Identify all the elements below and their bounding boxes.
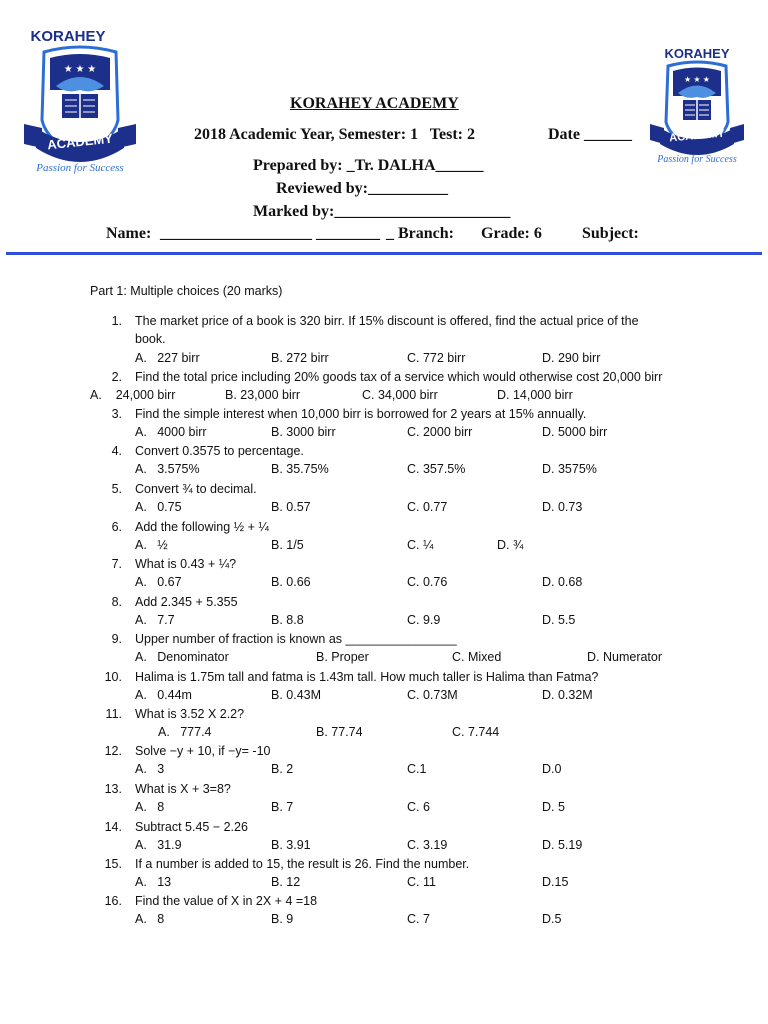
- question-number: 13.: [104, 782, 122, 796]
- answer-option: C. 0.73M: [407, 688, 458, 702]
- question-text: Halima is 1.75m tall and fatma is 1.43m tall. How much taller is Halima than Fatma?: [135, 670, 599, 684]
- answer-option: C. 0.77: [407, 500, 448, 514]
- question-text: Find the total price including 20% goods tax of a service which would otherwise cost 20,000 birr: [135, 370, 663, 384]
- answer-option: B. Proper: [316, 650, 369, 664]
- logo-banner-text: ACADEMY: [668, 127, 726, 145]
- question-text: Upper number of fraction is known as ________________: [135, 632, 457, 646]
- grade-label: Grade: 6: [481, 225, 542, 242]
- answer-option: A. 7.7: [135, 613, 175, 627]
- answer-option: A. 8: [135, 800, 165, 814]
- answer-option: C. ¼: [407, 538, 434, 552]
- answer-option: C. 357.5%: [407, 462, 466, 476]
- question-text: The market price of a book is 320 birr. If 15% discount is offered, find the actual price of the: [135, 314, 639, 328]
- answer-option: C. 6: [407, 800, 430, 814]
- answer-option: B. 8.8: [271, 613, 304, 627]
- answer-option: A. 0.75: [135, 500, 182, 514]
- answer-option: D. 5: [542, 800, 565, 814]
- answer-option: D. 5.5: [542, 613, 576, 627]
- name-label: Name:: [106, 225, 152, 242]
- answer-option: D. ¾: [497, 538, 524, 552]
- answer-option: A. 3.575%: [135, 462, 200, 476]
- shield-emblem-icon: [22, 28, 138, 178]
- answer-option: B. 3.91: [271, 838, 311, 852]
- answer-option: B. 23,000 birr: [225, 388, 301, 402]
- answer-option: C. Mixed: [452, 650, 502, 664]
- question-text: If a number is added to 15, the result is 26. Find the number.: [135, 857, 470, 871]
- name-blank: ___________________ ________: [160, 225, 380, 242]
- answer-option: A. Denominator: [135, 650, 229, 664]
- logo-tagline: Passion for Success: [36, 162, 124, 174]
- reviewed-by-line: Reviewed by:__________: [276, 180, 448, 197]
- answer-option: C. 34,000 birr: [362, 388, 438, 402]
- svg-text:★ ★ ★: ★ ★ ★: [684, 75, 710, 84]
- header-divider: [6, 252, 762, 255]
- answer-option: D. 0.73: [542, 500, 583, 514]
- answer-option: C.1: [407, 762, 427, 776]
- answer-option: B. 0.43M: [271, 688, 322, 702]
- answer-option: D.5: [542, 912, 562, 926]
- question-number: 8.: [111, 595, 122, 609]
- question-number: 6.: [111, 520, 122, 534]
- answer-option: D.15: [542, 875, 569, 889]
- answer-option: A. 0.67: [135, 575, 182, 589]
- question-text-continued: book.: [135, 332, 166, 346]
- prepared-by-line: Prepared by: _Tr. DALHA______: [253, 157, 484, 174]
- question-number: 10.: [104, 670, 122, 684]
- question-number: 5.: [111, 482, 122, 496]
- answer-option: C. 2000 birr: [407, 425, 473, 439]
- question-number: 2.: [111, 370, 122, 384]
- question-text: Find the simple interest when 10,000 birr is borrowed for 2 years at 15% annually.: [135, 407, 587, 421]
- question-number: 16.: [104, 894, 122, 908]
- answer-option: D. 5000 birr: [542, 425, 608, 439]
- answer-option: C. 3.19: [407, 838, 448, 852]
- question-number: 1.: [111, 314, 122, 328]
- logo-banner-text: ACADEMY: [46, 130, 114, 153]
- question-number: 4.: [111, 444, 122, 458]
- answer-option: B. 7: [271, 800, 294, 814]
- answer-option: B. 1/5: [271, 538, 304, 552]
- question-number: 9.: [111, 632, 122, 646]
- option-a: A. 24,000 birr: [90, 388, 176, 402]
- answer-option: C. 7.744: [452, 725, 500, 739]
- logo-tagline: Passion for Success: [657, 154, 737, 165]
- answer-option: D. 3575%: [542, 462, 597, 476]
- answer-option: B. 3000 birr: [271, 425, 336, 439]
- question-number: 15.: [104, 857, 122, 871]
- question-text: Find the value of X in 2X + 4 =18: [135, 894, 318, 908]
- school-logo-left: [22, 28, 138, 178]
- answer-option: D. 0.32M: [542, 688, 593, 702]
- question-text: What is 0.43 + ¼?: [135, 557, 237, 571]
- answer-option: A. 0.44m: [135, 688, 192, 702]
- logo-brand-text: KORAHEY: [664, 46, 730, 61]
- subject-label: Subject:: [582, 225, 639, 242]
- answer-option: D. 5.19: [542, 838, 583, 852]
- answer-option: A. 227 birr: [135, 351, 200, 365]
- question-number: 11.: [105, 707, 122, 721]
- branch-label: _ Branch:: [386, 225, 454, 242]
- answer-option: A. 4000 birr: [135, 425, 207, 439]
- answer-option: A. 3: [135, 762, 165, 776]
- logo-brand-text: KORAHEY: [30, 28, 106, 45]
- answer-option: B. 272 birr: [271, 351, 329, 365]
- part-heading: Part 1: Multiple choices (20 marks): [90, 284, 283, 298]
- answer-option: C. 9.9: [407, 613, 441, 627]
- answer-option: A. 13: [135, 875, 172, 889]
- date-field: Date ______: [548, 126, 632, 143]
- question-number: 3.: [111, 407, 122, 421]
- answer-option: A. 31.9: [135, 838, 182, 852]
- answer-option: D. 0.68: [542, 575, 583, 589]
- school-logo-right: [648, 42, 746, 168]
- question-text: Subtract 5.45 − 2.26: [135, 820, 248, 834]
- question-text: Add the following ½ + ¼: [135, 520, 269, 534]
- question-number: 7.: [111, 557, 122, 571]
- marked-by-line: Marked by:______________________: [253, 203, 511, 220]
- question-number: 12.: [104, 744, 122, 758]
- answer-option: B. 12: [271, 875, 301, 889]
- question-text: What is X + 3=8?: [135, 782, 231, 796]
- answer-option: B. 9: [271, 912, 294, 926]
- answer-option: A. 777.4: [158, 725, 212, 739]
- question-text: Solve −y + 10, if −y= -10: [135, 744, 271, 758]
- answer-option: B. 35.75%: [271, 462, 329, 476]
- school-title: KORAHEY ACADEMY: [290, 95, 459, 112]
- answer-option: D.0: [542, 762, 562, 776]
- question-number: 14.: [104, 820, 122, 834]
- question-text: Add 2.345 + 5.355: [135, 595, 238, 609]
- answer-option: D. Numerator: [587, 650, 663, 664]
- answer-option: C. 11: [407, 875, 436, 889]
- answer-option: A. ½: [135, 538, 168, 552]
- answer-option: B. 0.57: [271, 500, 311, 514]
- answer-option: C. 0.76: [407, 575, 448, 589]
- answer-option: C. 7: [407, 912, 430, 926]
- answer-option: B. 0.66: [271, 575, 311, 589]
- answer-option: B. 77.74: [316, 725, 363, 739]
- answer-option: D. 14,000 birr: [497, 388, 573, 402]
- answer-option: C. 772 birr: [407, 351, 466, 365]
- question-text: What is 3.52 X 2.2?: [135, 707, 245, 721]
- shield-emblem-icon: [648, 42, 746, 168]
- answer-option: D. 290 birr: [542, 351, 601, 365]
- academic-year-line: 2018 Academic Year, Semester: 1 Test: 2: [194, 126, 475, 143]
- question-text: Convert ¾ to decimal.: [135, 482, 257, 496]
- question-text: Convert 0.3575 to percentage.: [135, 444, 304, 458]
- svg-text:★ ★ ★: ★ ★ ★: [63, 64, 97, 75]
- answer-option: B. 2: [271, 762, 294, 776]
- answer-option: A. 8: [135, 912, 165, 926]
